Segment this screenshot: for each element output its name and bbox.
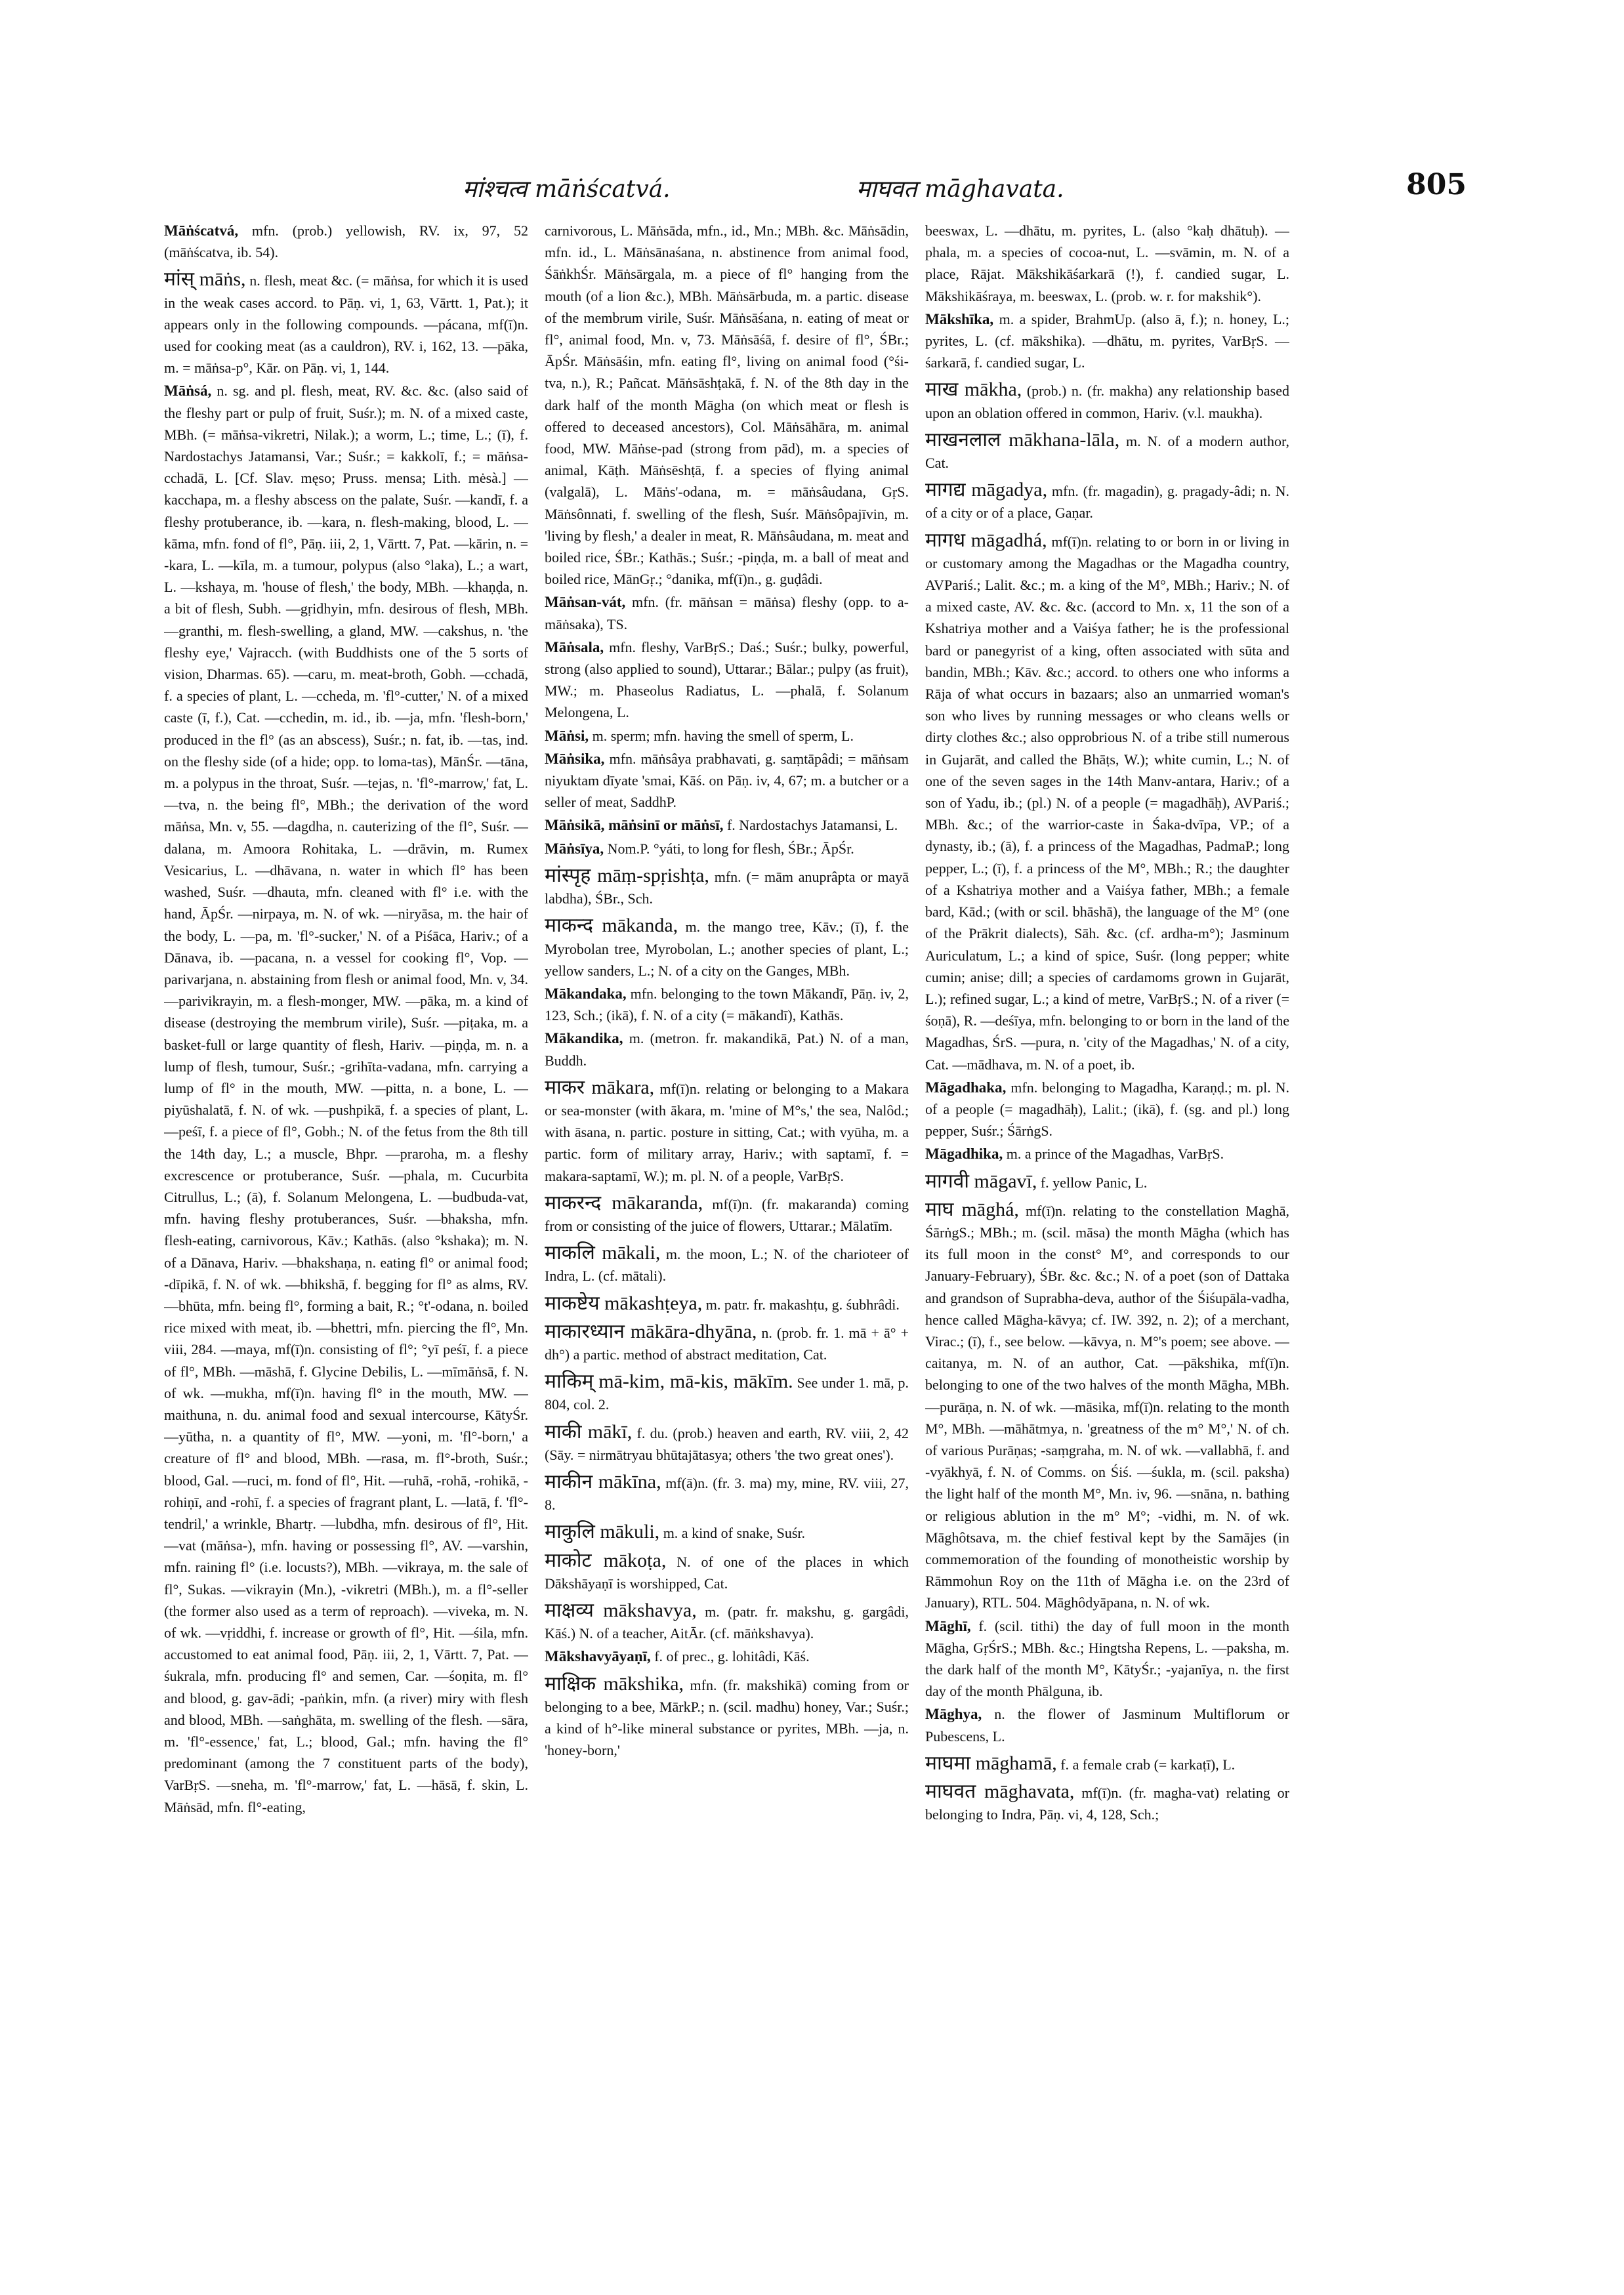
entry-definition: mfn. māṅsâya prabhavati, g. saṃtāpâdi; = māṅsam niyuktam dīyate 'smai, Kāś. on Pāṇ. iv, 4, 67; m. a butcher or a seller of meat, SaddhP. (545, 750, 909, 811)
entry-definition: mfn. belonging to Magadha, Karaṇḍ.; m. pl. N. of a people (= magadhāḥ), Lalit.; (ikā), f. (sg. and pl.) long pepper, Suśr.; ŚārṅgS. (925, 1079, 1289, 1140)
dictionary-entry (545, 1421, 909, 1466)
entry-headword: माखनलाल mākhana-lāla, (925, 428, 1120, 451)
entry-headword: Māgadhika, (925, 1146, 1003, 1163)
dictionary-entry (545, 636, 909, 724)
entry-headword: माघमा māghamā, (925, 1752, 1057, 1774)
entry-headword: Māṅsá, (164, 382, 212, 400)
entry-headword: Māṅsala, (545, 638, 604, 655)
right-running-head: माघवत māghavata. (856, 176, 1064, 203)
entry-definition: f. a female crab (= karkaṭī), L. (1060, 1756, 1236, 1773)
entry-headword: Māghya, (925, 1706, 982, 1723)
entry-definition: mf(ā)n. (fr. 3. ma) my, mine, RV. viii, 27, 8. (545, 1474, 909, 1514)
dictionary-entry (164, 220, 528, 263)
dictionary-entry (925, 1199, 1289, 1614)
entry-headword: Māṅścatvá, (164, 222, 239, 239)
dictionary-entry (545, 725, 909, 747)
dictionary-entry (925, 429, 1289, 474)
dictionary-entry (545, 1645, 909, 1667)
dictionary-entry (545, 1292, 909, 1315)
dictionary-entry (545, 1521, 909, 1544)
dictionary-entry (925, 479, 1289, 524)
page-number: 805 (1406, 168, 1467, 201)
dictionary-entry (545, 1027, 909, 1071)
entry-definition: m. the moon, L.; N. of the charioteer of Indra, L. (cf. mātali). (545, 1246, 909, 1285)
entry-definition: n. (prob. fr. 1. mā + ā° + dh°) a partic. method of abstract meditation, Cat. (545, 1324, 909, 1363)
dictionary-entry (925, 220, 1289, 307)
entry-definition: f. yellow Panic, L. (1040, 1174, 1148, 1191)
dictionary-entry (545, 1550, 909, 1594)
entry-headword: Māṅsika, (545, 750, 605, 767)
dictionary-entry (545, 1471, 909, 1516)
entry-headword: माक्षिक mākshika, (545, 1672, 684, 1695)
entry-definition: N. of one of the places in which Dākshāyaṇī is worshipped, Cat. (545, 1553, 909, 1592)
dictionary-entry (925, 1077, 1289, 1142)
entry-definition: mfn. (fr. makshikā) coming from or belonging to a bee, MārkP.; n. (scil. madhu) honey, Var.; Suśr.; a kind of h°-like mineral substance or pyrites, MBh. —ja, n. 'honey-born,' (545, 1676, 909, 1759)
entry-definition: mfn. (fr. magadin), g. pragady-âdi; n. N. of a city or of a place, Gaṇar. (925, 483, 1289, 522)
entry-definition: mfn. (= mām anuprâpta or mayā labdha), ŚBr., Sch. (545, 868, 909, 907)
entry-headword: Mākshavyāyaṇī, (545, 1648, 651, 1665)
entry-headword: Mākshīka, (925, 310, 994, 327)
entry-definition: mfn. (fr. māṅsan = māṅsa) fleshy (opp. to a-māṅsaka), TS. (545, 594, 909, 632)
entry-headword: मांस् māṅs, (164, 268, 246, 291)
entry-headword: माघवत māghavata, (925, 1781, 1075, 1803)
entry-definition: carnivorous, L. Māṅsāda, mfn., id., Mn.; MBh. &c. Māṅsādin, mfn. id., L. Māṅsānaśana, n. abstinence from animal food, ŚāṅkhŚr. Māṅsārgala, m. a piece of fl° hanging from the mouth (of a lion &c.), MBh. Māṅsārbuda, m. a partic. disease of the membrum virile, Suśr. Māṅsāśana, n. eating of meat or fl°, animal food, Mn. v, 73. Māṅsāśā, f. desire of fl°, ŚBr.; ĀpŚr. Māṅsāśin, mfn. eating fl°, living on animal food (°śi-tva, n.), R.; Pañcat. Māṅsāshṭakā, f. N. of the 8th day in the dark half of the month Māgha (on which meat or flesh is offered to deceased ancestors), Col. Māṅsāhāra, m. animal food, MW. Māṅse-pad (strong from pād), m. a species of animal, Kāṭh. Māṅsēshṭā, f. a species of flying animal (valgalā), L. Māṅs'-odana, m. = māṅsâudana, GṛS. Māṅsônnati, f. swelling of the flesh, Suśr. Māṅsôpajīvin, m. 'living by flesh,' a dealer in meat, R. Māṅsâudana, m. meat and boiled rice, ŚBr.; Kathās.; Suśr.; -piṇḍa, m. a ball of meat and boiled rice, MānGṛ.; °danika, mf(ī)n., g. guḍâdi. (545, 222, 909, 588)
dictionary-entry (545, 838, 909, 859)
dictionary-entry (545, 1192, 909, 1237)
entry-definition: m. N. of a modern author, Cat. (925, 432, 1289, 472)
entry-headword: Māṅsikā, māṅsinī or māṅsī, (545, 817, 724, 834)
entry-definition: f. (scil. tithi) the day of full moon in the month Māgha, GṛŚrS.; MBh. &c.; Hingtsha Repens, L. —paksha, m. the dark half of the month M°, KātyŚr.; -yajanīya, n. the first day of the month Phālguna, ib. (925, 1617, 1289, 1700)
entry-definition: n. sg. and pl. flesh, meat, RV. &c. &c. (also said of the fleshy part or pulp of fruit, Suśr.); m. N. of a mixed caste, MBh. (= māṅsa-vikretri, Nilak.); a worm, L.; time, L.; (ī), f. Nardostachys Jatamansi, Var.; Suśr.; = kakkolī, f.; = māṅsa-cchadā, L. [Cf. Slav. męso; Pruss. mensa; Lith. mėsà.] —kacchapa, m. a fleshy abscess on the palate, Suśr. —kandī, f. a fleshy protuberance, ib. —kara, n. flesh-making, blood, L. —kāma, mfn. fond of fl°, Pāṇ. iii, 2, 1, Vārtt. 7, Pat. —kārin, n. = -kara, L. —kīla, m. a tumour, polypus (also °laka), L.; a wart, L. —kshaya, m. 'house of flesh,' the body, MBh. —khaṇḍa, n. a bit of flesh, Subh. —gṛidhyin, mfn. desirous of flesh, MBh. —granthi, m. flesh-swelling, a gland, MW. —cakshus, n. 'the fleshy eye,' Vajracch. (with Buddhists one of the 5 sorts of vision, Dharmas. 65). —caru, m. meat-broth, Gobh. —cchadā, f. a species of plant, L. —ccheda, m. 'fl°-cutter,' N. of a mixed caste (ī, f.), Cat. —cchedin, m. id., ib. —ja, mfn. 'flesh-born,' produced in the fl° (as an abscess), Suśr.; n. fat, ib. —tas, ind. on the fleshy side (of a hide; opp. to loma-tas), MānŚr. —tāna, m. a polypus in the throat, Suśr. —tejas, n. 'fl°-marrow,' fat, L. —tva, n. the being fl°, MBh.; the derivation of the word māṅsa, Mn. v, 55. —dagdha, n. cauterizing of the fl°, Suśr. —dalana, m. Amoora Rohitaka, L. —drāvin, m. Rumex Vesicarius, L. —dhāvana, n. water in which fl° has been washed, Suśr. —dhauta, mfn. cleaned with fl° i.e. with the hand, ĀpŚr. —nirpaya, m. N. of wk. —niryāsa, m. the hair of the body, L. —pa, m. 'fl°-sucker,' N. of a Piśāca, Hariv.; of a Dānava, ib. —pacana, n. a vessel for cooking fl°, Vop. —parivarjana, n. abstaining from flesh or animal food, Mn. v, 34. —parivikrayin, m. a flesh-monger, MW. —pāka, m. a kind of disease (destroying the membrum virile), Suśr. —piṭaka, m. a basket-full or large quantity of flesh, Hariv. —piṇḍa, m. n. a lump of flesh, tumour, Suśr.; -grihīta-vadana, mfn. carrying a lump of fl° in the mouth, MW. —pitta, n. a bone, L. —piyūshalatā, f. N. of wk. —pushpikā, f. a species of plant, L. —peśī, f. a piece of fl°, Gobh.; N. of the fetus from the 8th till the 14th day, L.; a muscle, Bhpr. —praroha, m. a fleshy excrescence or protuberance, Suśr. —phala, m. Cucurbita Citrullus, L.; (ā), f. Solanum Melongena, L. —budbuda-vat, mfn. having fleshy protuberances, Suśr. —bhaksha, mfn. flesh-eating, carnivorous, Kāv.; Kathās. (also °kshaka); m. N. of a Dānava, Hariv. —bhakshaṇa, n. eating fl° or animal food; -dīpikā, f. N. of wk. —bhikshā, f. begging for fl° as alms, RV. —bhūta, mfn. being fl°, forming a bait, R.; °t'-odana, n. boiled rice mixed with meat, ib. —bhettri, mfn. piercing the fl°, Mn. viii, 284. —maya, mf(ī)n. consisting of fl°; °yī peśī, f. a piece of fl°, MBh. —māshā, f. Glycine Debilis, L. —mīmāṅsā, f. N. of wk. —mukha, mf(ī)n. having fl° in the mouth, MW. —maithuna, n. du. animal food and sexual intercourse, KātyŚr. —yūtha, n. a quantity of fl°, MW. —yoni, m. 'fl°-born,' a creature of fl° and blood, MBh. —rasa, m. fl°-broth, Suśr.; blood, Gal. —ruci, m. fond of fl°, Hit. —ruhā, -rohā, -rohikā, -rohiṇī, and -rohī, f. a species of fragrant plant, L. —latā, f. 'fl°-tendril,' a wrinkle, Bhartṛ. —lubdha, mfn. desirous of fl°, Hit. —vat (māṅsa-), mfn. having or possessing fl°, AV. —varshin, mfn. raining fl° (i.e. locusts?), MBh. —vikraya, m. the sale of fl°, Sukas. —vikrayin (Mn.), -vikretri (MBh.), m. a fl°-seller (the former also used as a term of reproach). —viveka, m. N. of wk. —vṛiddhi, f. increase or growth of fl°, Hit. —śila, mfn. accustomed to eat animal food, Pāṇ. iii, 2, 1, Vārtt. 7, Pat. —śukrala, mfn. producing fl° and semen, Car. —śoṇita, m. fl° and blood, g. gav-ādi; -paṅkin, mfn. (a river) miry with flesh and blood, MBh. —saṅghāta, m. swelling of the flesh. —sāra, m. 'fl°-essence,' fat, L.; blood, Gal.; mfn. having the fl° predominant (among the 7 constituent parts of the body), VarBṛS. —sneha, m. 'fl°-marrow,' fat, L. —hāsā, f. skin, L. Māṅsād, mfn. fl°-eating, (164, 382, 528, 1815)
dictionary-entry (545, 220, 909, 590)
entry-definition: f. of prec., g. lohitâdi, Kāś. (654, 1648, 810, 1665)
entry-headword: माख mākha, (925, 379, 1022, 401)
entry-definition: f. du. (prob.) heaven and earth, RV. viii, 2, 42 (Sāy. = nirmātryau bhūtajātasya; others 'the two great ones'). (545, 1424, 909, 1463)
column-left (164, 220, 528, 2244)
entry-headword: माकोट mākoṭa, (545, 1549, 667, 1571)
entry-headword: माकष्टेय mākashṭeya, (545, 1292, 703, 1314)
entry-headword: Mākandika, (545, 1030, 623, 1047)
entry-headword: माकलि mākali, (545, 1242, 661, 1264)
entry-definition: n. the flower of Jasminum Multiflorum or Pubescens, L. (925, 1706, 1289, 1745)
entry-definition: mf(ī)n. (fr. magha-vat) relating or belonging to Indra, Pāṇ. vi, 4, 128, Sch.; (925, 1785, 1289, 1823)
dictionary-entry (545, 865, 909, 909)
entry-headword: माकन्द mākanda, (545, 915, 678, 937)
entry-headword: मागद्य māgadya, (925, 479, 1048, 501)
dictionary-entry (925, 1615, 1289, 1703)
entry-definition: m. (patr. fr. makshu, g. gargâdi, Kāś.) N. of a teacher, AitĀr. (cf. māṅkshavya). (545, 1603, 909, 1642)
entry-headword: मांस्पृह māṃ-spṛishṭa, (545, 864, 709, 886)
entry-headword: Māṅsīya, (545, 840, 604, 857)
dictionary-entry (545, 983, 909, 1026)
entry-headword: माक्षव्य mākshavya, (545, 1599, 697, 1621)
entry-headword: माकिम् mā-kim, mā-kis, mākīm. (545, 1371, 793, 1393)
entry-definition: m. patr. fr. makashṭu, g. śubhrâdi. (705, 1296, 900, 1313)
entry-definition: mf(ī)n. relating to or born in or living in or customary among the Magadhas or the Magadha country, AVPariś.; Lalit. &c.; m. a king of the M°, MBh.; Hariv.; N. of a mixed caste, AV. &c. &c. (accord to Mn. x, 11 the son of a Kshatriya mother and a Vaiśya father; he is the professional bard or panegyrist of a king, often associated with sūta and bandin, MBh.; Kāv. &c.; accord. to others one who informs a Rāja of what occurs in bazaars; also an unmarried woman's son who lives by running messages or who cleans wells or dirty clothes &c.; also opprobrious N. of a tribe still numerous in Gujarāt, and called the Bhāṭs, W.); white cumin, L.; N. of one of the seven sages in the 14th Manv-antara, Hariv.; of a son of Yadu, ib.; (pl.) N. of a people (= magadhāḥ), AVPariś.; MBh. &c.; of the warrior-caste in Śaka-dvīpa, VP.; of a dynasty, ib.; (ā), f. a princess of the Magadhas, PadmaP.; long pepper, L.; (ī), f. a princess of the M°, MBh.; R.; the daughter of a Kshatriya mother and a Vaiśya father, MBh.; a female bard, Kād.; (with or scil. bhāshā), the language of the M° (one of the Prākrit dialects), Sāh. &c. (cf. ardha-m°); Jasminum Auriculatum, L.; a kind of spice, Suśr. (long pepper; white cumin; anise; dill; a species of cardamoms grown in Gujarāt, L.); refined sugar, L.; a kind of metre, VarBṛS.; N. of a river (= śoṇā), R. —deśīya, mfn. belonging to or born in the land of the Magadhas, ŚrS. —pura, n. 'city of the Magadhas,' N. of a city, Cat. —mādhava, m. N. of a poet, ib. (925, 533, 1289, 1073)
entry-headword: माकर mākara, (545, 1076, 655, 1098)
entry-definition: m. a prince of the Magadhas, VarBṛS. (1006, 1146, 1224, 1163)
entry-headword: माघ māghá, (925, 1198, 1019, 1220)
entry-definition: m. a kind of snake, Suśr. (663, 1525, 806, 1542)
entry-definition: See under 1. mā, p. 804, col. 2. (545, 1375, 909, 1413)
entry-headword: Mākandaka, (545, 985, 627, 1002)
entry-definition: beeswax, L. —dhātu, m. pyrites, L. (also °kaḥ dhātuḥ). —phala, m. a species of cocoa-nut, L. —svāmin, m. N. of a place, Rājat. Mākshikāśarkarā (!), f. candied sugar, L. Mākshikāśraya, m. beeswax, L. (prob. w. r. for makshik°). (925, 222, 1289, 304)
dictionary-entry (925, 1170, 1289, 1193)
dictionary-entry (545, 1600, 909, 1644)
entry-definition: (prob.) n. (fr. makha) any relationship based upon an oblation offered in common, Hariv. (v.l. maukha). (925, 382, 1289, 421)
entry-headword: माकी mākī, (545, 1420, 633, 1443)
dictionary-entry (925, 379, 1289, 423)
column-right (925, 220, 1289, 2244)
dictionary-entry (545, 591, 909, 634)
entry-headword: Māghī, (925, 1617, 971, 1634)
entry-definition: mf(ī)n. (fr. makaranda) coming from or consisting of the juice of flowers, Uttarar.; Mālatīm. (545, 1195, 909, 1234)
dictionary-entry (545, 1673, 909, 1762)
dictionary-entry (545, 915, 909, 982)
entry-definition: f. Nardostachys Jatamansi, L. (726, 817, 898, 834)
column-middle (545, 220, 909, 2244)
entry-definition: mfn. fleshy, VarBṛS.; Daś.; Suśr.; bulky, powerful, strong (also applied to sound), Uttarar.; Bālar.; pulpy (as fruit), MW.; m. Phaseolus Radiatus, L. —phalā, f. Solanum Melongena, L. (545, 638, 909, 721)
entry-definition: Nom.P. °yáti, to long for flesh, ŚBr.; ĀpŚr. (607, 840, 854, 857)
entry-headword: मागवी māgavī, (925, 1170, 1037, 1192)
running-header (0, 168, 1624, 218)
dictionary-entry (545, 814, 909, 836)
dictionary-entry (925, 308, 1289, 374)
entry-headword: मागध māgadhá, (925, 529, 1047, 551)
entry-definition: m. the mango tree, Kāv.; (ī), f. the Myrobolan tree, Myrobolan, L.; another species of plant, L.; yellow sanders, L.; N. of a city on the Ganges, MBh. (545, 919, 909, 979)
dictionary-entry (925, 529, 1289, 1075)
dictionary-entry (925, 1781, 1289, 1825)
dictionary-entry (164, 268, 528, 379)
left-running-head: मांश्चत्व māṅścatvá. (463, 176, 671, 203)
dictionary-entry (925, 1703, 1289, 1747)
entry-headword: Māṅsi, (545, 727, 589, 744)
dictionary-entry (545, 1371, 909, 1415)
entry-definition: mf(ī)n. relating or belonging to a Makara or sea-monster (with ākara, m. 'mine of M°s,' the sea, Nalôd.; with āsana, n. partic. posture in sitting, Cat.; with vyūha, m. a partic. form of military array, Hariv.; with saptamī, f. = makara-saptamī, W.); m. pl. N. of a people, VarBṛS. (545, 1080, 909, 1184)
entry-definition: mfn. belonging to the town Mākandī, Pāṇ. iv, 2, 123, Sch.; (ikā), f. N. of a city (= mākandī), Kathās. (545, 985, 909, 1024)
dictionary-entry (925, 1143, 1289, 1165)
dictionary-entry (545, 1242, 909, 1287)
entry-definition: m. (metron. fr. makandikā, Pat.) N. of a man, Buddh. (545, 1030, 909, 1069)
entry-definition: mfn. (prob.) yellowish, RV. ix, 97, 52 (māṅścatva, ib. 54). (164, 222, 528, 261)
entry-headword: माकरन्द mākaranda, (545, 1191, 703, 1214)
entry-headword: माकीन mākīna, (545, 1470, 661, 1493)
entry-definition: mf(ī)n. relating to the constellation Maghā, ŚārṅgS.; MBh.; m. (scil. māsa) the month Māgha (which has its full moon in the const° M°, and corresponds to our January-February), ŚBr. &c. &c.; N. of a poet (son of Dattaka and grandson of Suprabha-deva, author of the Śiśupāla-vadha, hence called Māgha-kāvya; cf. IW. 392, n. 2); of a merchant, Virac.; (ī), f., see below. —kāvya, n. M°'s poem; see above. —caitanya, m. N. of an author, Cat. —pākshika, mf(ī)n. belonging to one of the two halves of the month Māgha, MBh. —purāṇa, n. N. of wk. —māsika, mf(ī)n. relating to the month M°, MBh. —māhātmya, n. 'greatness of the m° M°,' N. of ch. of various Purāṇas; -saṃgraha, m. N. of wk. —vallabhā, f. and -vyākhyā, f. N. of Comms. on Śiś. —śukla, m. (scil. paksha) the light half of the month M°, Mn. iv, 96. —snāna, n. bathing or religious ablution in the m° M°; -vidhi, m. N. of wk. Māghôtsava, m. the chief festival kept by the Samājes (in commemoration of the founding of monotheistic worship by Rāmmohun Roy on the 11th of Māgha i.e. on the 23rd of January), RTL. 504. Māghôdyāpana, n. N. of wk. (925, 1202, 1289, 1611)
entry-headword: माकुलि mākuli, (545, 1521, 660, 1543)
entry-definition: m. sperm; mfn. having the smell of sperm, L. (592, 727, 854, 744)
entry-headword: Māṅsan-vát, (545, 594, 626, 611)
dictionary-entry (164, 380, 528, 1817)
dictionary-entry (545, 748, 909, 814)
dictionary-entry (925, 1752, 1289, 1775)
entry-definition: m. a spider, BrahmUp. (also ā, f.); n. honey, L.; pyrites, L. (cf. mākshika). —dhātu, m. pyrites, VarBṛS. —śarkarā, f. candied sugar, L. (925, 310, 1289, 371)
dictionary-entry (545, 1077, 909, 1187)
entry-headword: Māgadhaka, (925, 1079, 1007, 1096)
entry-headword: माकारध्यान mākāra-dhyāna, (545, 1320, 757, 1342)
entry-definition: n. flesh, meat &c. (= māṅsa, for which it is used in the weak cases accord. to Pāṇ. vi, 1, 63, Vārtt. 1, Pat.); it appears only in the following compounds. —pácana, mf(ī)n. used for cooking meat (as a cauldron), RV. i, 162, 13. —pāka, m. = māṅsa-p°, Kār. on Pāṇ. vi, 1, 144. (164, 272, 528, 377)
dictionary-entry (545, 1321, 909, 1365)
